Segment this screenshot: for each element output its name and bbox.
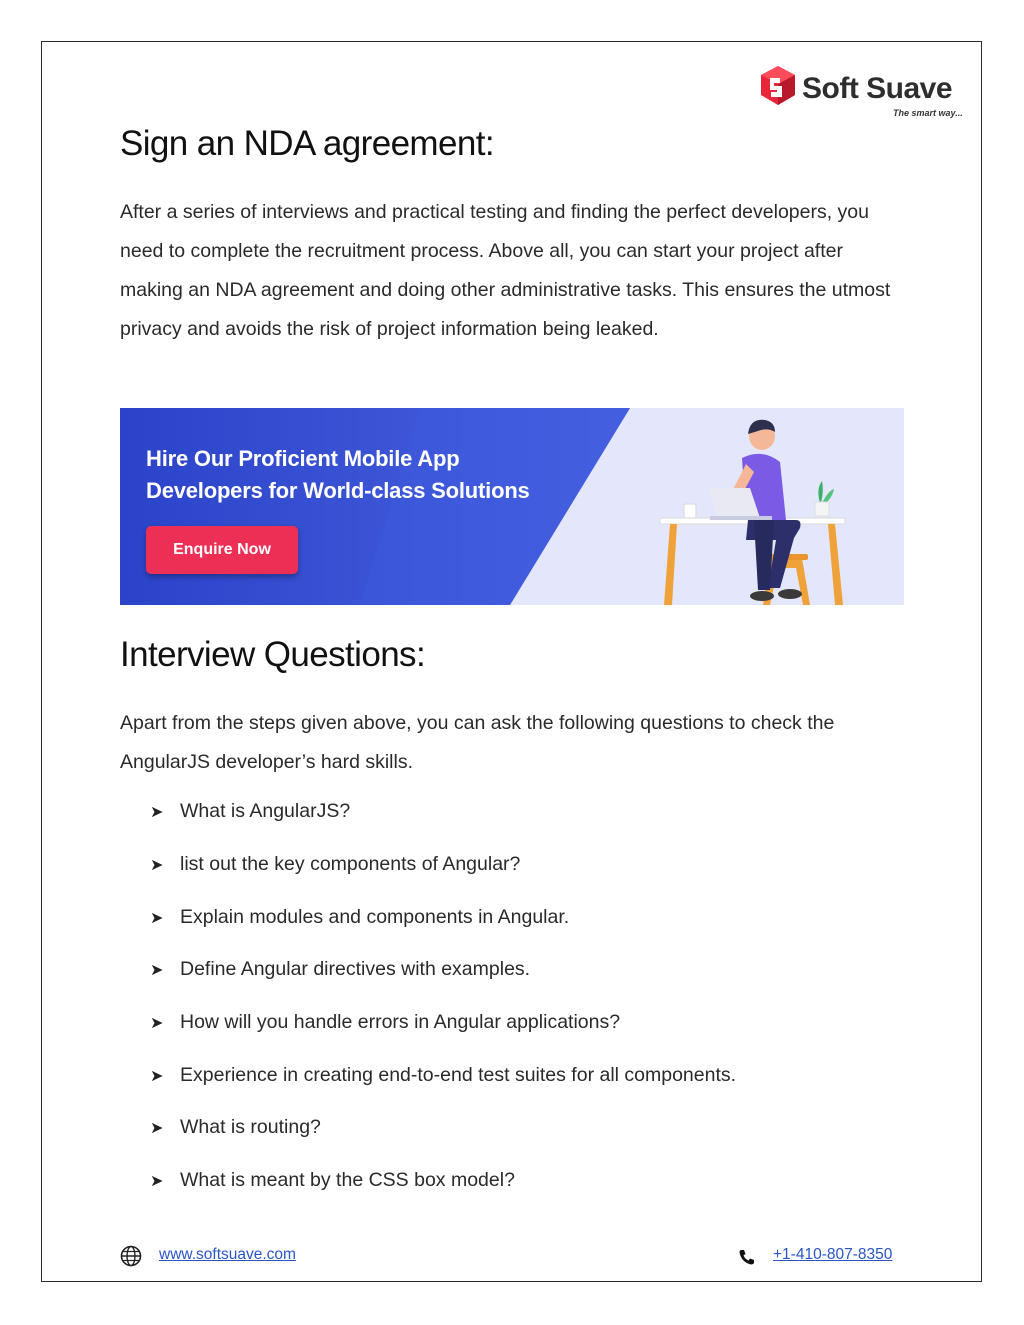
- phone-link[interactable]: +1-410-807-8350: [773, 1246, 893, 1263]
- list-item: [150, 1169, 515, 1192]
- list-item: [150, 906, 569, 929]
- arrowhead-bullet-icon: ➤: [150, 1172, 164, 1190]
- globe-icon: [120, 1245, 142, 1267]
- list-item: [150, 958, 530, 981]
- arrowhead-bullet-icon: ➤: [150, 1067, 164, 1085]
- arrowhead-bullet-icon: ➤: [150, 856, 164, 874]
- arrowhead-bullet-icon: ➤: [150, 961, 164, 979]
- interview-intro-paragraph: Apart from the steps given above, you can ask the following questions to check the AngularJS developer’s hard skills.: [120, 712, 835, 773]
- interview-questions-heading: Interview Questions:: [120, 635, 426, 674]
- arrowhead-bullet-icon: ➤: [150, 909, 164, 927]
- list-item: [150, 800, 350, 823]
- question-text: What is AngularJS?: [180, 800, 351, 822]
- logo-tagline: The smart way...: [893, 108, 963, 118]
- question-text: What is routing?: [180, 1116, 321, 1138]
- arrowhead-bullet-icon: ➤: [150, 1014, 164, 1032]
- list-item: [150, 1116, 321, 1139]
- phone-icon: [738, 1248, 756, 1266]
- logo-name: Soft Suave: [802, 72, 953, 105]
- list-item: [150, 1011, 620, 1034]
- nda-heading: Sign an NDA agreement:: [120, 124, 494, 163]
- enquire-now-button[interactable]: Enquire Now: [146, 526, 298, 574]
- banner-headline-line2: Developers for World-class Solutions: [146, 478, 530, 503]
- banner-headline-line1: Hire Our Proficient Mobile App: [146, 446, 460, 471]
- soft-suave-logo-icon: [758, 64, 798, 108]
- nda-paragraph: After a series of interviews and practical testing and finding the perfect developers, you need to complete the recruitment process. Above all, you can start your project after making an NDA agreement and doing other administrative tasks. This ensures the utmost privacy and avoids the risk of project information being leaked.: [120, 201, 891, 340]
- hire-developers-banner[interactable]: [120, 408, 904, 605]
- developer-at-desk-illustration: [650, 408, 904, 605]
- question-text: Explain modules and components in Angular.: [180, 906, 570, 928]
- question-text: Define Angular directives with examples.: [180, 958, 531, 980]
- question-text: list out the key components of Angular?: [180, 853, 521, 875]
- question-text: How will you handle errors in Angular applications?: [180, 1011, 621, 1033]
- question-text: What is meant by the CSS box model?: [180, 1169, 515, 1191]
- list-item: [150, 853, 520, 876]
- list-item: [150, 1064, 736, 1087]
- soft-suave-logo: [758, 62, 963, 122]
- arrowhead-bullet-icon: ➤: [150, 803, 164, 821]
- arrowhead-bullet-icon: ➤: [150, 1119, 164, 1137]
- website-link[interactable]: www.softsuave.com: [159, 1246, 296, 1263]
- question-text: Experience in creating end-to-end test suites for all components.: [180, 1064, 737, 1086]
